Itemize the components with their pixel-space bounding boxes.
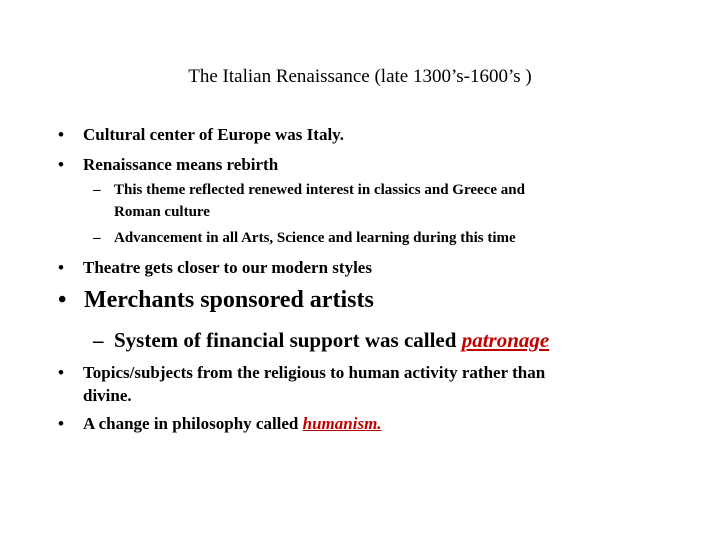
- sub-bullet-classics-line2: Roman culture: [114, 204, 210, 220]
- patronage-term: patronage: [461, 328, 550, 352]
- bullet-marker: •: [58, 125, 64, 144]
- bullet-merchants: Merchants sponsored artists: [84, 287, 374, 313]
- bullet-humanism: [83, 414, 382, 434]
- bullet-marker: •: [58, 258, 64, 277]
- bullet-theatre: Theatre gets closer to our modern styles: [83, 258, 372, 277]
- humanism-term: humanism.: [302, 414, 382, 433]
- sub-bullet-patronage: [114, 328, 549, 353]
- bullet-topics-line2: divine.: [83, 386, 132, 405]
- sub-bullet-advancement: Advancement in all Arts, Science and learning during this time: [114, 230, 516, 246]
- humanism-text: A change in philosophy called: [83, 414, 299, 433]
- bullet-marker: •: [58, 414, 64, 433]
- bullet-cultural-center: Cultural center of Europe was Italy.: [83, 125, 344, 144]
- sub-bullet-marker: –: [93, 230, 101, 246]
- patronage-text: System of financial support was called: [114, 328, 457, 352]
- slide-title: The Italian Renaissance (late 1300’s-1600’s ): [188, 66, 532, 87]
- bullet-renaissance-rebirth: Renaissance means rebirth: [83, 155, 279, 174]
- sub-bullet-marker: –: [93, 328, 104, 352]
- bullet-topics-line1: Topics/subjects from the religious to human activity rather than: [83, 363, 546, 382]
- bullet-marker: •: [58, 363, 64, 382]
- sub-bullet-marker: –: [93, 182, 101, 198]
- bullet-marker: •: [58, 155, 64, 174]
- sub-bullet-classics-line1: This theme reflected renewed interest in classics and Greece and: [114, 182, 525, 198]
- bullet-marker: •: [58, 287, 67, 313]
